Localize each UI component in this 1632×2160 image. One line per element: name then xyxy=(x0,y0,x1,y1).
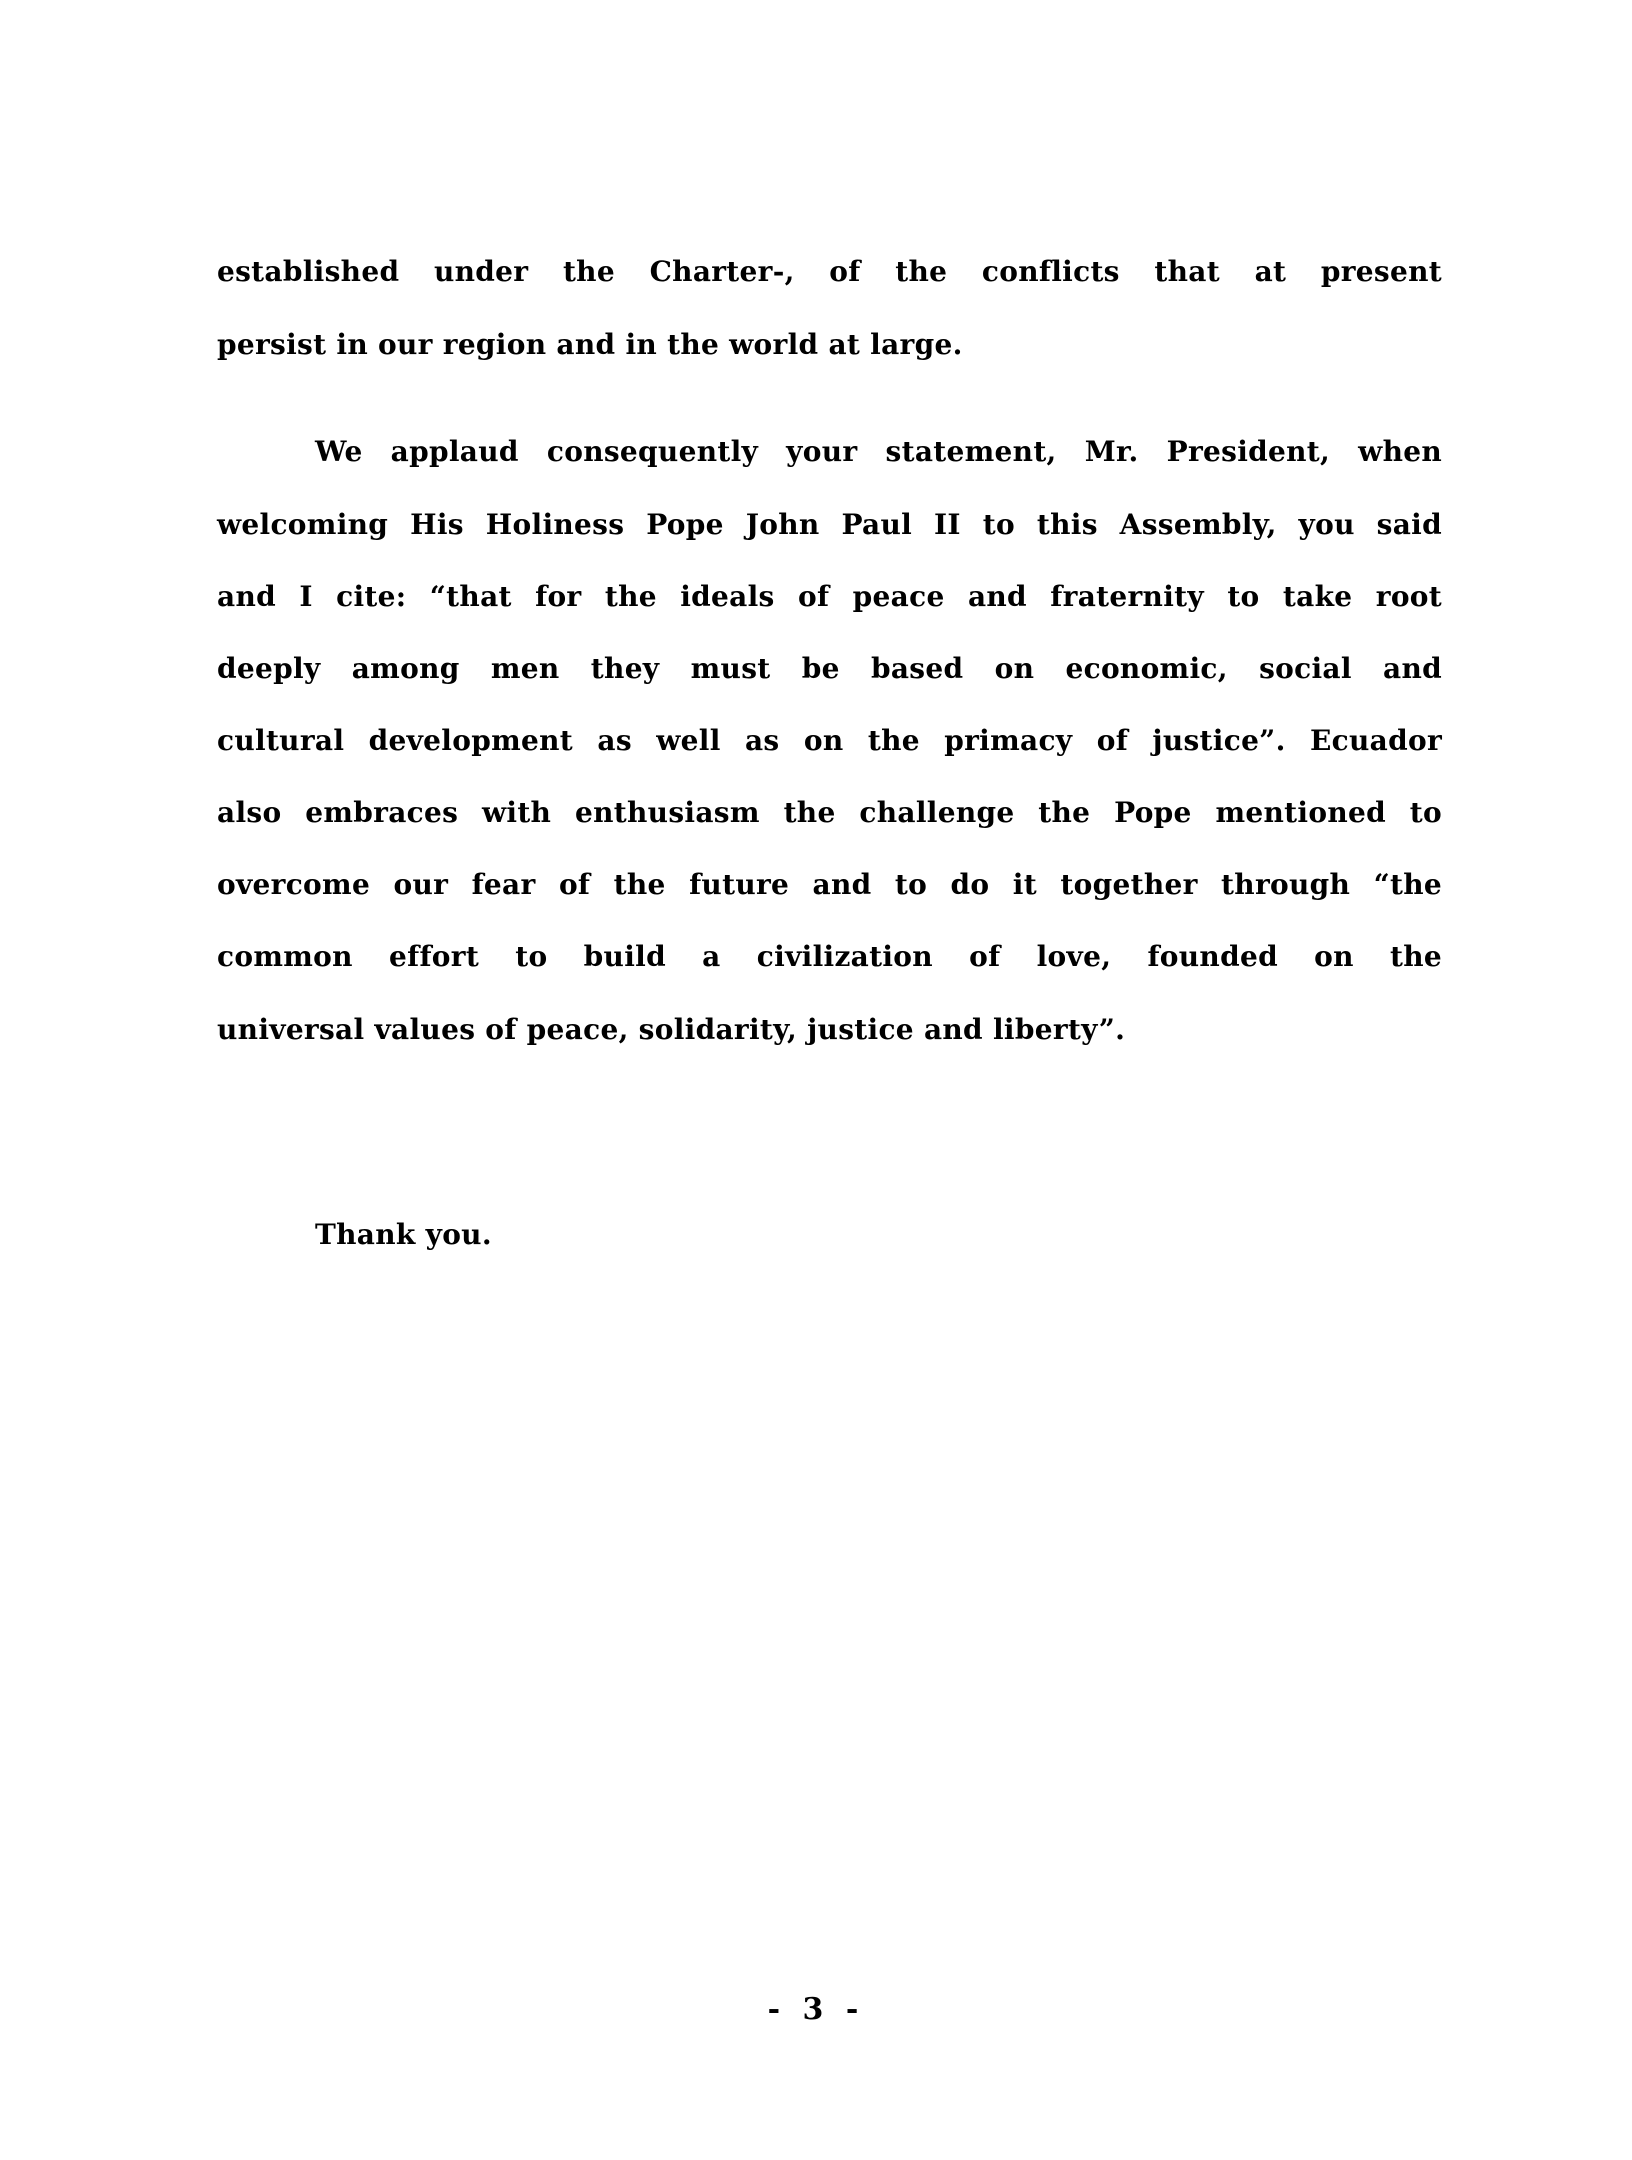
paragraph-2-line-4: deeply among men they must be based on economic, social and xyxy=(217,652,1442,685)
closing-text: Thank you. xyxy=(315,1218,492,1251)
page-number: - 3 - xyxy=(767,1992,865,2027)
paragraph-2-line-5: cultural development as well as on the primacy of justice”. Ecuador xyxy=(217,724,1442,757)
paragraph-2-line-6: also embraces with enthusiasm the challenge the Pope mentioned to xyxy=(217,796,1442,829)
paragraph-2-line-1: We applaud consequently your statement, Mr. President, when xyxy=(315,435,1442,468)
paragraph-2-line-8: common effort to build a civilization of love, founded on the xyxy=(217,940,1442,973)
paragraph-2-line-9: universal values of peace, solidarity, justice and liberty”. xyxy=(217,1013,1126,1046)
paragraph-2-line-3: and I cite: “that for the ideals of peace and fraternity to take root xyxy=(217,580,1442,613)
paragraph-1-line-2: persist in our region and in the world at large. xyxy=(217,328,963,361)
paragraph-2-line-2: welcoming His Holiness Pope John Paul II to this Assembly, you said xyxy=(217,508,1442,541)
paragraph-2-line-7: overcome our fear of the future and to do it together through “the xyxy=(217,868,1442,901)
paragraph-1-line-1: established under the Charter-, of the conflicts that at present xyxy=(217,255,1442,288)
